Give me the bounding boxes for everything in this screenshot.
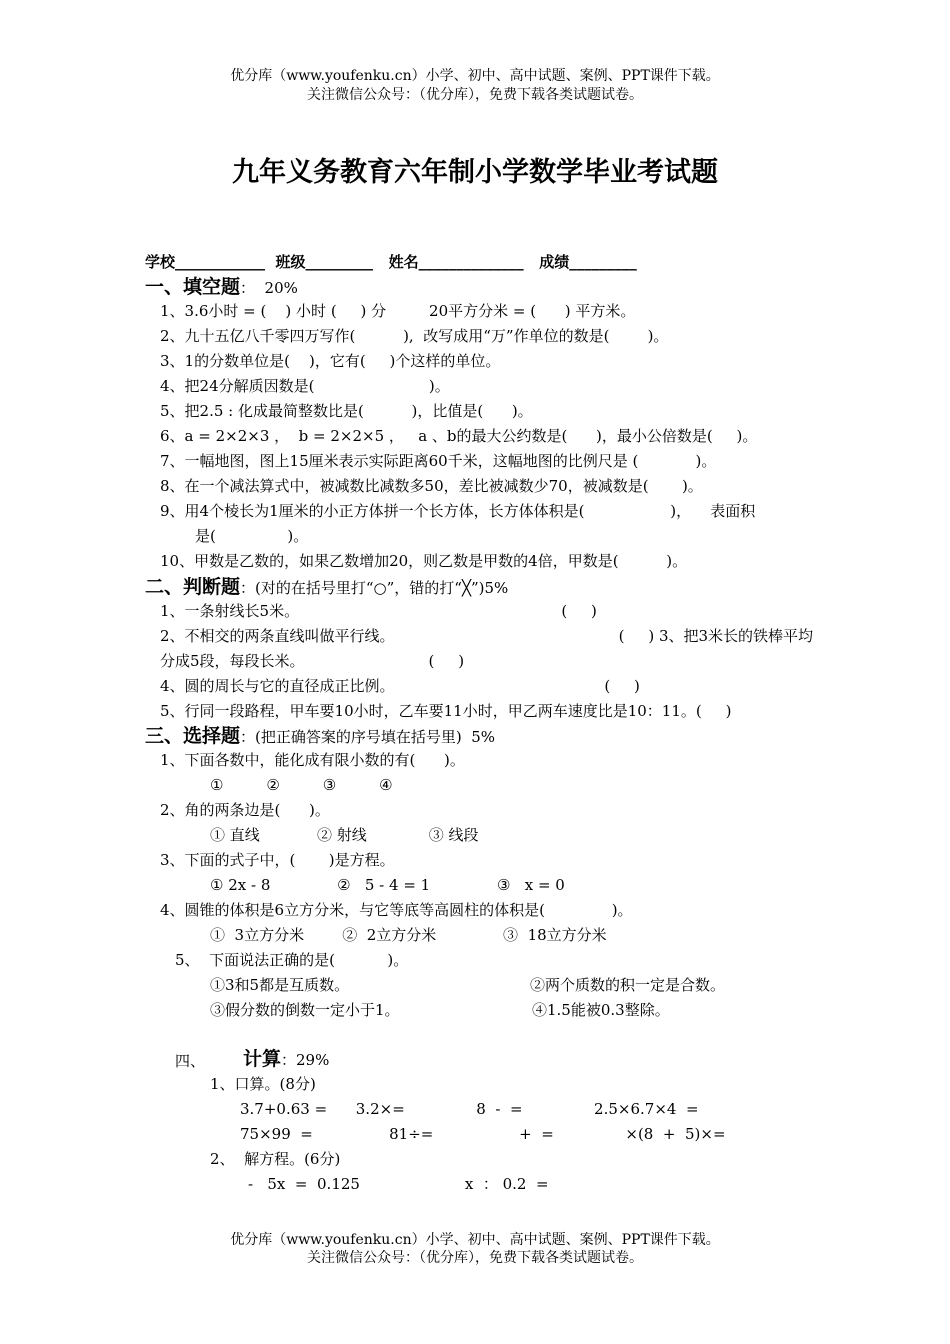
section2-heading <box>145 575 508 600</box>
section2-item: 分成5段，每段长米。 ( ) <box>160 652 465 670</box>
section1-heading <box>145 275 298 300</box>
section3-options: ① 2x - 8 ② 5 - 4 = 1 ③ x = 0 <box>210 876 565 894</box>
section1-note: ： 20% <box>240 279 298 297</box>
section1-item: 是( )。 <box>195 527 309 545</box>
section3-title: 三、选择题 <box>145 725 241 747</box>
section1-item: 6、a = 2×2×3 ， b = 2×2×5 ， a 、b的最大公约数是( )，最小公倍数是( )。 <box>160 427 758 445</box>
section1-item: 10、甲数是乙数的，如果乙数增加20，则乙数是甲数的4倍，甲数是( )。 <box>160 552 688 570</box>
section3-note: ：(把正确答案的序号填在括号里) 5% <box>240 728 496 746</box>
section3-option: ③假分数的倒数一定小于1。 <box>210 1001 400 1019</box>
section4-note: ：29% <box>281 1051 330 1069</box>
section3-option: ①3和5都是互质数。 <box>210 976 350 994</box>
section3-item: 3、下面的式子中，( )是方程。 <box>160 851 395 869</box>
section1-item: 1、3.6小时 = ( ) 小时 ( ) 分 20平方分米 = ( ) 平方米。 <box>160 302 636 320</box>
page-title: 九年义务教育六年制小学数学毕业考试题 <box>232 157 718 188</box>
section3-item: 5、 下面说法正确的是( )。 <box>175 951 409 969</box>
section3-options: ① ② ③ ④ <box>210 776 393 794</box>
section3-option: ②两个质数的积一定是合数。 <box>530 976 726 994</box>
section2-item: 2、不相交的两条直线叫做平行线。 ( ) 3、把3米长的铁棒平均 <box>160 627 814 645</box>
section2-title: 二、判断题 <box>145 576 241 598</box>
section1-item: 3、1的分数单位是( )，它有( )个这样的单位。 <box>160 352 501 370</box>
section1-item: 5、把2.5 : 化成最简整数比是( )，比值是( )。 <box>160 402 533 420</box>
section3-heading <box>145 724 495 749</box>
section3-option: ④1.5能被0.3整除。 <box>532 1001 670 1019</box>
section3-options: ① 直线 ② 射线 ③ 线段 <box>210 826 479 844</box>
section1-item: 9、用4个棱长为1厘米的小正方体拼一个长方体，长方体体积是( )， 表面积 <box>160 502 756 520</box>
footer-line-1: 优分库（www.youfenku.cn）小学、初中、高中试题、案例、PPT课件下载。 <box>230 1232 720 1248</box>
section4-item: 75×99 = 81÷= + = ×(8 + 5)×= <box>240 1125 726 1143</box>
section4-heading <box>243 1047 329 1072</box>
header-line-1: 优分库（www.youfenku.cn）小学、初中、高中试题、案例、PPT课件下载。 <box>230 68 720 84</box>
section4-item: - 5x = 0.125 x ： 0.2 = <box>248 1175 549 1193</box>
section1-item: 2、九十五亿八千零四万写作( ), 改写成用“万”作单位的数是( )。 <box>160 327 669 345</box>
section1-item: 8、在一个减法算式中，被减数比减数多50，差比被减数少70，被减数是( )。 <box>160 477 703 495</box>
section3-item: 2、角的两条边是( )。 <box>160 801 330 819</box>
section3-options: ① 3立方分米 ② 2立方分米 ③ 18立方分米 <box>210 926 607 944</box>
section4-item: 2、 解方程。(6分) <box>210 1150 341 1168</box>
section1-item: 7、一幅地图，图上15厘米表示实际距离60千米，这幅地图的比例尺是 ( )。 <box>160 452 717 470</box>
info-line: 学校____________ 班级_________ 姓名______________ 成绩_________ <box>145 253 637 271</box>
section2-item: 4、圆的周长与它的直径成正比例。 ( ) <box>160 677 640 695</box>
section3-item: 1、下面各数中，能化成有限小数的有( )。 <box>160 751 465 769</box>
section3-item: 4、圆锥的体积是6立方分米，与它等底等高圆柱的体积是( )。 <box>160 901 633 919</box>
section1-title: 一、填空题 <box>145 276 241 298</box>
section2-note: ：(对的在括号里打“○”，错的打“╳”)5% <box>240 579 509 597</box>
section4-item: 1、口算。(8分) <box>210 1075 316 1093</box>
section4-title: 计算 <box>243 1048 282 1070</box>
section2-item: 1、一条射线长5米。 ( ) <box>160 602 597 620</box>
header-line-2: 关注微信公众号：（优分库），免费下载各类试题试卷。 <box>307 87 643 103</box>
section4-number: 四、 <box>175 1052 206 1070</box>
section4-item: 3.7+0.63 = 3.2×= 8 - = 2.5×6.7×4 = <box>240 1100 699 1118</box>
section2-item: 5、行同一段路程，甲车要10小时，乙车要11小时，甲乙两车速度比是10：11。( ) <box>160 702 732 720</box>
section1-item: 4、把24分解质因数是( )。 <box>160 377 450 395</box>
footer-line-2: 关注微信公众号：（优分库），免费下载各类试题试卷。 <box>307 1250 643 1266</box>
